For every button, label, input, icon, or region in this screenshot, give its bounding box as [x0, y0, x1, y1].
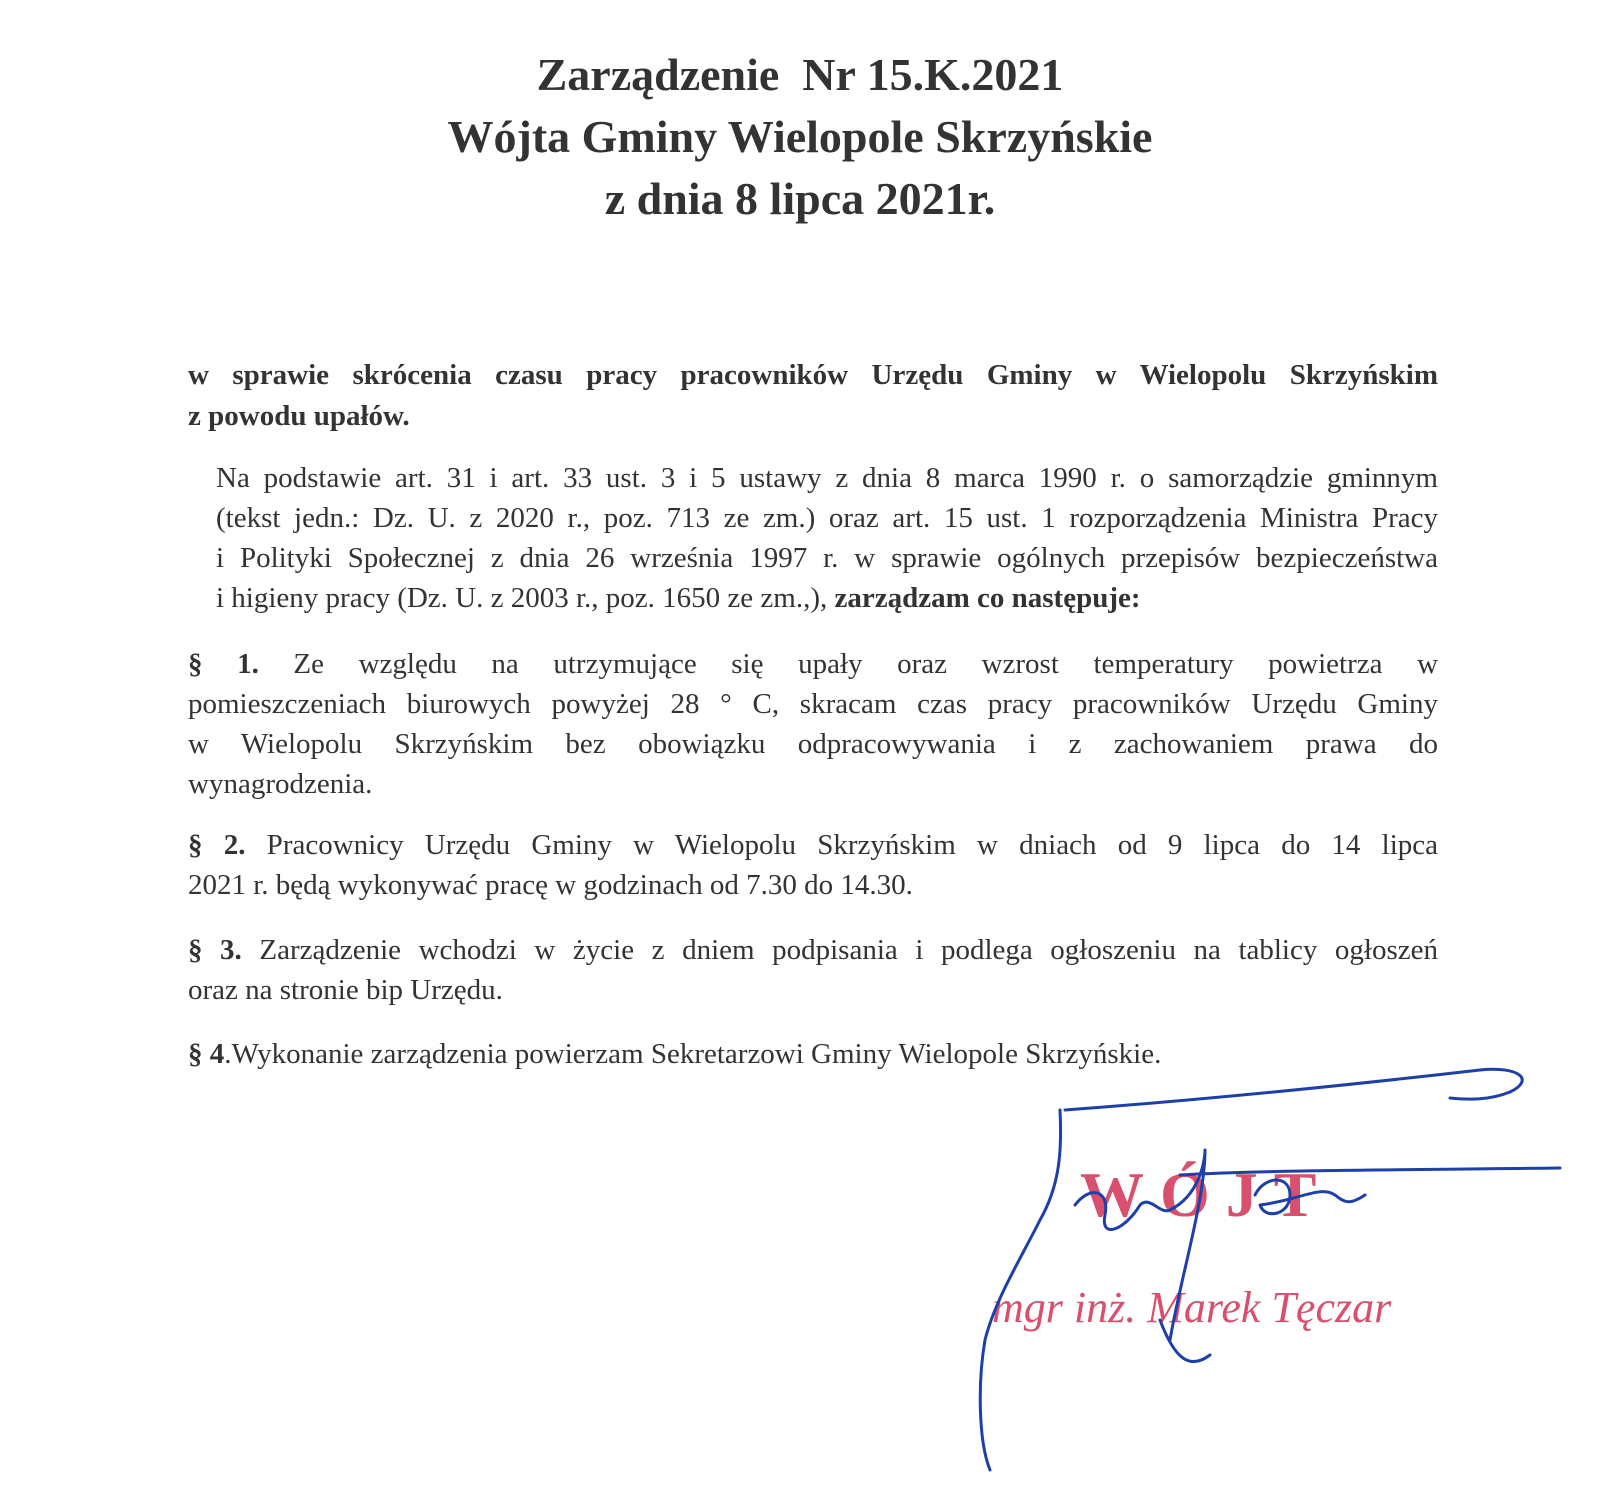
section-1-line-1 — [188, 644, 1438, 684]
basis-line-2: (tekst jedn.: Dz. U. z 2020 r., poz. 713 ze zm.) oraz art. 15 ust. 1 rozporządzenia Ministra Pracy — [216, 502, 1438, 534]
header-date: z dnia 8 lipca 2021r. — [604, 173, 996, 224]
section-1-line-1-text: Ze względu na utrzymujące się upały oraz wzrost temperatury powietrza w — [258, 648, 1439, 680]
section-3-mark: § 3. — [188, 934, 242, 966]
section-4-mark: § 4 — [188, 1038, 225, 1070]
section-1-line-2: pomieszczeniach biurowych powyżej 28 ° C, skracam czas pracy pracowników Urzędu Gminy — [188, 688, 1438, 720]
section-4-text: .Wykonanie zarządzenia powierzam Sekretarzowi Gminy Wielopole Skrzyńskie. — [224, 1038, 1162, 1070]
section-4 — [188, 1034, 1438, 1074]
document-header — [0, 44, 1600, 230]
subject-line-2: z powodu upałów. — [188, 400, 410, 432]
stamp-name: mgr inż. Marek Tęczar — [992, 1283, 1392, 1332]
section-1 — [188, 644, 1438, 804]
signature-top-stroke — [1065, 1069, 1522, 1110]
subject-line-1: w sprawie skrócenia czasu pracy pracowników Urzędu Gminy w Wielopolu Skrzyńskim — [188, 359, 1438, 391]
section-2-line-2: 2021 r. będą wykonywać pracę w godzinach od 7.30 do 14.30. — [188, 869, 913, 901]
section-2-line-1 — [188, 825, 1438, 865]
document-subject — [188, 355, 1438, 437]
legal-basis-paragraph — [188, 458, 1438, 618]
section-3-line-2: oraz na stronie bip Urzędu. — [188, 974, 503, 1006]
header-issuer: Wójta Gminy Wielopole Skrzyńskie — [447, 111, 1153, 162]
section-3 — [188, 930, 1438, 1010]
basis-line-4-text: i higieny pracy (Dz. U. z 2003 r., poz. 1650 ze zm.,), — [216, 582, 835, 614]
section-2-mark: § 2. — [188, 829, 246, 861]
basis-line-3: i Polityki Społecznej z dnia 26 września 1997 r. w sprawie ogólnych przepisów bezpieczeństwa — [216, 542, 1438, 574]
section-1-mark: § 1. — [188, 648, 259, 680]
section-2 — [188, 825, 1438, 905]
basis-decree-phrase: zarządzam co następuje: — [834, 582, 1141, 614]
basis-line-1: Na podstawie art. 31 i art. 33 ust. 3 i 5 ustawy z dnia 8 marca 1990 r. o samorządzie gminnym — [216, 462, 1438, 494]
section-3-line-1-text: Zarządzenie wchodzi w życie z dniem podpisania i podlega ogłoszeniu na tablicy ogłoszeń — [241, 934, 1438, 966]
basis-line-4 — [188, 578, 1438, 618]
section-1-line-3: w Wielopolu Skrzyńskim bez obowiązku odpracowywania i z zachowaniem prawa do — [188, 728, 1438, 760]
section-4-line-1 — [188, 1034, 1438, 1074]
section-2-line-1-text: Pracownicy Urzędu Gminy w Wielopolu Skrzyńskim w dniach od 9 lipca do 14 lipca — [245, 829, 1438, 861]
header-title: Zarządzenie Nr 15.K.2021 — [536, 49, 1064, 100]
section-3-line-1 — [188, 930, 1438, 970]
section-1-line-4: wynagrodzenia. — [188, 768, 373, 800]
stamp-title: WÓJT — [1080, 1159, 1333, 1230]
